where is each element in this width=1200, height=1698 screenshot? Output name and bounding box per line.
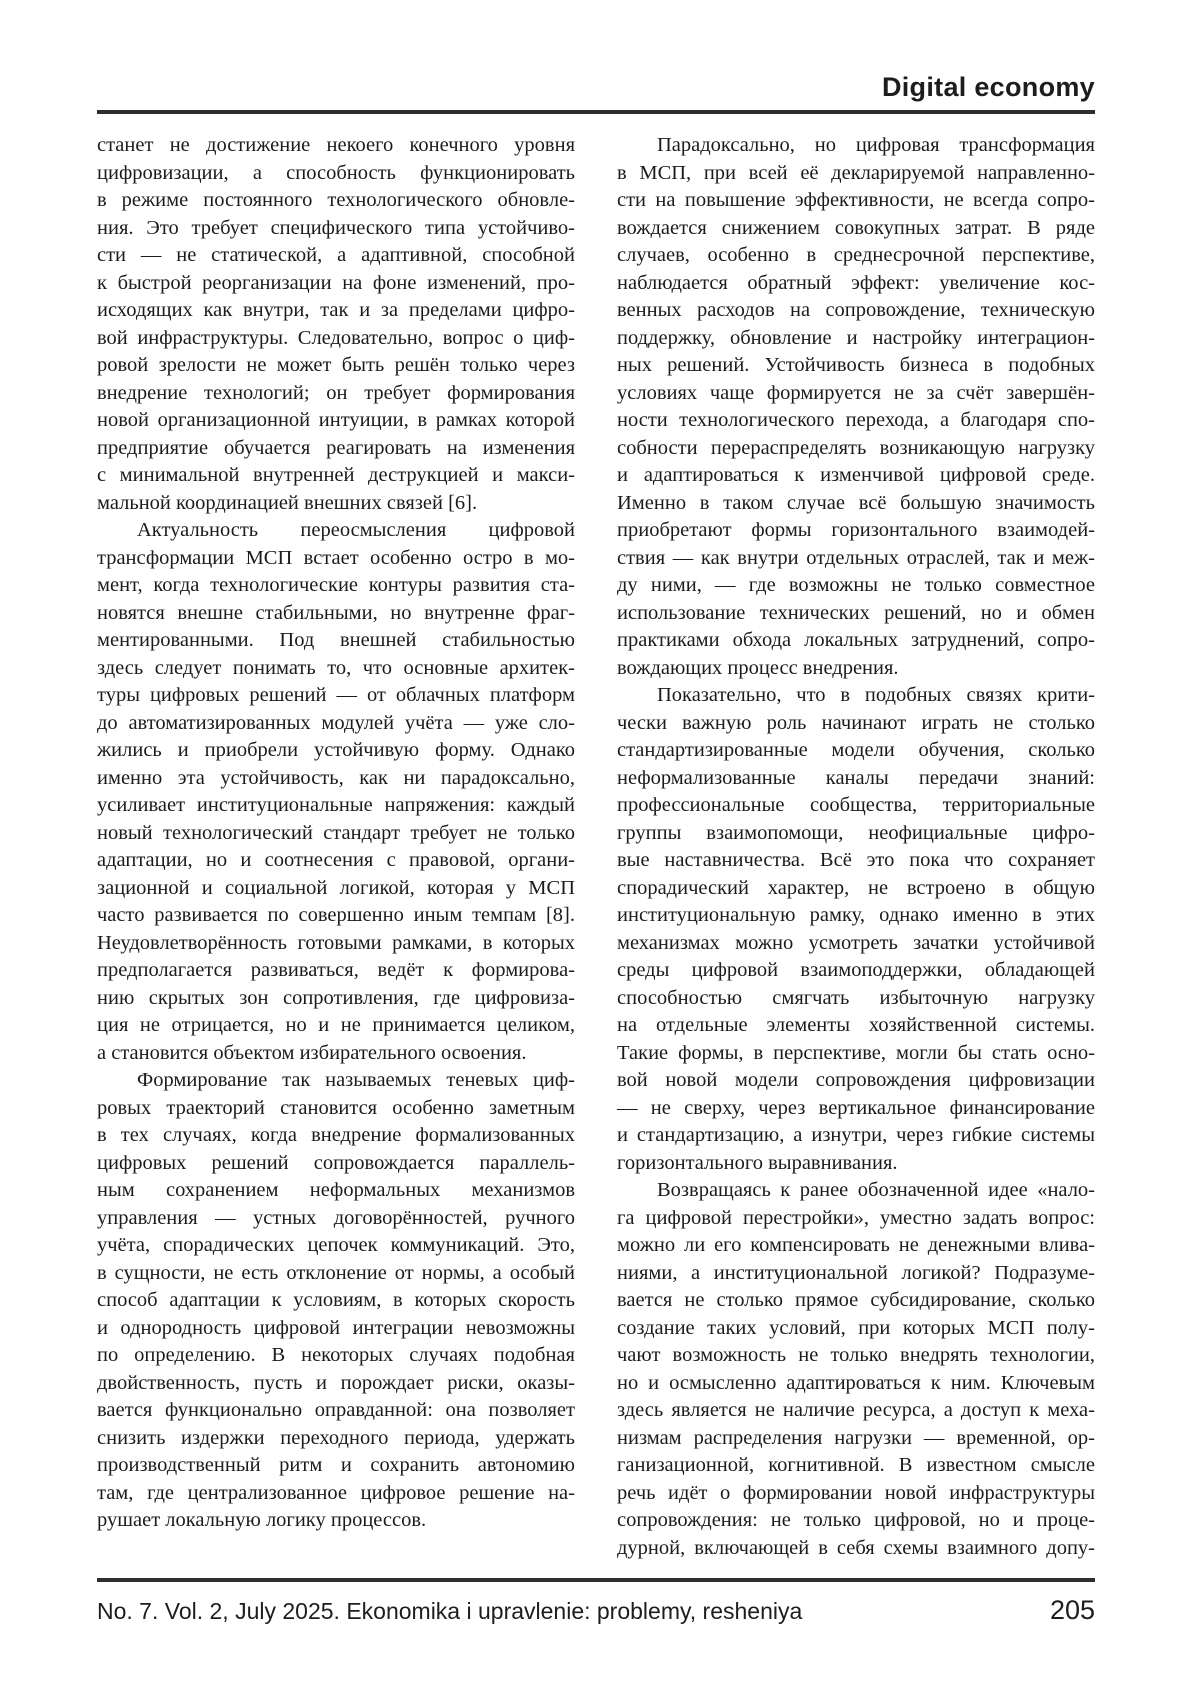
text-line: вается не столько прямое субсидирование, сколько (617, 1289, 1095, 1311)
text-line: до автоматизированных модулей учёта — уже сло- (97, 711, 575, 734)
text-line: ниями, а институциональной логикой? Подразуме- (617, 1261, 1095, 1284)
text-line: речь идёт о формировании новой инфраструктуры (617, 1481, 1095, 1504)
text-line: ция не отрицается, но и не принимается целиком, (97, 1014, 575, 1036)
text-line: механизмах можно усмотреть зачатки устойчивой (617, 931, 1095, 954)
text-line: вые наставничества. Всё это пока что сохраняет (617, 849, 1095, 871)
text-line: адаптации, но и соотнесения с правовой, органи- (97, 849, 575, 871)
text-line: учёта, спорадических цепочек коммуникаций. Это, (97, 1234, 575, 1256)
text-line: здесь является не наличие ресурса, а доступ к меха- (617, 1399, 1095, 1421)
text-line: именно эта устойчивость, как ни парадоксально, (97, 766, 575, 789)
text-line: га цифровой перестройки», уместно задать вопрос: (617, 1206, 1095, 1229)
text-line: условиях чаще формируется не за счёт завершён- (617, 381, 1095, 404)
journal-citation: No. 7. Vol. 2, July 2025. Ekonomika i upravlenie: problemy, resheniya (97, 1598, 803, 1624)
text-line: ния. Это требует специфического типа устойчиво- (97, 216, 575, 239)
text-line: новой организационной интуиции, в рамках которой (97, 409, 575, 431)
text-line: приобретают формы горизонтального взаимодей- (617, 519, 1095, 541)
text-line: исходящих как внутри, так и за пределами цифро- (97, 299, 575, 321)
text-line: поддержку, обновление и настройку интеграцион- (617, 326, 1095, 349)
paragraph (97, 517, 575, 1067)
text-line: вождается снижением совокупных затрат. В ряде (617, 216, 1095, 239)
text-line: в МСП, при всей её декларируемой направленно- (617, 161, 1095, 184)
text-line: Такие формы, в перспективе, могли бы стать осно- (617, 1041, 1095, 1064)
text-line: горизонтального выравнивания. (617, 1151, 898, 1174)
paragraph (617, 132, 1095, 682)
text-line: ности технологического перехода, а благодаря спо- (617, 409, 1095, 431)
text-line: вождающих процесс внедрения. (617, 656, 899, 679)
text-line: ровой зрелости не может быть решён только через (97, 354, 575, 376)
text-line: жились и приобрели устойчивую форму. Однако (97, 739, 575, 761)
text-line: снизить издержки переходного периода, удержать (97, 1426, 575, 1449)
text-line: создание таких условий, при которых МСП полу- (617, 1316, 1095, 1339)
text-line: Актуальность переосмысления цифровой (137, 519, 575, 541)
text-line: производственный ритм и сохранить автономию (97, 1454, 575, 1476)
text-line: группы взаимопомощи, неофициальные цифро- (617, 821, 1095, 844)
header-rule (97, 110, 1095, 114)
text-line: цифровых решений сопровождается параллель- (97, 1151, 575, 1174)
text-line: усиливает институциональные напряжения: каждый (97, 794, 575, 816)
text-line: чают возможность не только внедрять технологии, (617, 1344, 1095, 1366)
paragraph (97, 132, 575, 517)
text-line: ровых траекторий становится особенно заметным (97, 1096, 575, 1119)
text-line: способ адаптации к условиям, в которых скорость (97, 1289, 575, 1311)
text-line: по определению. В некоторых случаях подобная (97, 1344, 575, 1366)
text-line: Показательно, что в подобных связях крити- (657, 684, 1095, 706)
text-line: Неудовлетворённость готовыми рамками, в которых (97, 931, 575, 954)
text-line: институциональную рамку, однако именно в этих (617, 904, 1095, 926)
text-line: трансформации МСП встает особенно остро в мо- (97, 546, 575, 569)
text-line: ным сохранением неформальных механизмов (97, 1179, 575, 1201)
text-line: Возвращаясь к ранее обозначенной идее «нало- (657, 1179, 1095, 1201)
text-line: наблюдается обратный эффект: увеличение кос- (617, 271, 1095, 294)
text-line: двойственность, пусть и порождает риски, оказы- (97, 1371, 575, 1394)
text-line: часто развивается по совершенно иным темпам [8]. (97, 904, 575, 926)
text-line: ду ними, — где возможны не только совместное (617, 574, 1095, 596)
text-line: ментированными. Под внешней стабильностью (97, 629, 575, 651)
text-line: но и осмысленно адаптироваться к ним. Ключевым (617, 1371, 1095, 1394)
text-line: чески важную роль начинают играть не столько (617, 711, 1095, 734)
text-line: ных решений. Устойчивость бизнеса в подобных (617, 354, 1095, 376)
text-line: новятся внешне стабильными, но внутренне фраг- (97, 601, 575, 624)
right-text-column (617, 132, 1095, 1562)
footer-rule (97, 1578, 1095, 1582)
text-line: в режиме постоянного технологического обновле- (97, 189, 575, 211)
text-line: на отдельные элементы хозяйственной системы. (617, 1014, 1095, 1036)
text-line: мальной координацией внешних связей [6]. (97, 491, 478, 514)
text-line: Парадоксально, но цифровая трансформация (657, 134, 1095, 156)
text-line: неформализованные каналы передачи знаний: (617, 766, 1095, 789)
two-column-body (97, 132, 1095, 1562)
text-line: использование технических решений, но и обмен (617, 601, 1095, 624)
paragraph (617, 1177, 1095, 1562)
text-line: спорадический характер, не встроено в общую (617, 876, 1095, 899)
page-number: 205 (1049, 1595, 1095, 1625)
text-line: ганизационной, когнитивной. В известном смысле (617, 1454, 1095, 1476)
text-line: среды цифровой взаимоподдержки, обладающей (617, 959, 1095, 981)
page-header (97, 72, 1095, 114)
text-line: и однородность цифровой интеграции невозможны (97, 1316, 575, 1339)
text-line: Именно в таком случае всё большую значимость (617, 491, 1095, 514)
text-line: и адаптироваться к изменчивой цифровой среде. (617, 464, 1095, 486)
text-line: а становится объектом избирательного освоения. (97, 1041, 527, 1064)
text-line: нию скрытых зон сопротивления, где цифровиза- (97, 986, 575, 1009)
text-line: к быстрой реорганизации на фоне изменений, про- (97, 271, 575, 294)
text-line: и стандартизацию, а изнутри, через гибкие системы (617, 1124, 1095, 1146)
text-line: цифровизации, а способность функционировать (97, 161, 575, 184)
text-line: можно ли его компенсировать не денежными влива- (617, 1234, 1095, 1256)
text-line: сти на повышение эффективности, не всегда сопро- (617, 189, 1095, 211)
paragraph (617, 682, 1095, 1177)
text-line: низмам распределения нагрузки — временной, ор- (617, 1426, 1095, 1449)
text-line: здесь следует понимать то, что основные архитек- (97, 656, 575, 679)
text-line: мент, когда технологические контуры развития ста- (97, 574, 575, 596)
text-line: предполагается развиваться, ведёт к формирова- (97, 959, 575, 981)
text-line: способностью смягчать избыточную нагрузку (617, 986, 1095, 1009)
text-line: рушает локальную логику процессов. (97, 1509, 427, 1531)
page-footer (97, 1578, 1095, 1626)
text-line: внедрение технологий; он требует формирования (97, 381, 575, 404)
text-line: туры цифровых решений — от облачных платформ (97, 684, 575, 706)
paragraph (97, 1067, 575, 1535)
text-line: вой инфраструктуры. Следовательно, вопрос о циф- (97, 326, 575, 349)
text-line: предприятие обучается реагировать на изменения (97, 436, 575, 459)
text-line: собности перераспределять возникающую нагрузку (617, 436, 1095, 459)
text-line: ствия — как внутри отдельных отраслей, так и меж- (617, 546, 1095, 569)
text-line: — не сверху, через вертикальное финансирование (617, 1096, 1095, 1119)
running-head-title: Digital economy (881, 72, 1095, 102)
footer-row (97, 1595, 1095, 1626)
text-line: там, где централизованное цифровое решение на- (97, 1481, 575, 1504)
text-line: венных расходов на сопровождение, техническую (617, 299, 1095, 321)
left-text-column (97, 132, 575, 1562)
text-line: с минимальной внутренней деструкцией и макси- (97, 464, 575, 486)
text-line: станет не достижение некоего конечного уровня (97, 134, 575, 156)
text-line: стандартизированные модели обучения, сколько (617, 739, 1095, 761)
text-line: управления — устных договорённостей, ручного (97, 1206, 575, 1229)
text-line: случаев, особенно в среднесрочной перспективе, (617, 244, 1095, 266)
text-line: вается функционально оправданной: она позволяет (97, 1399, 575, 1421)
text-line: зационной и социальной логикой, которая у МСП (97, 876, 575, 899)
text-line: в сущности, не есть отклонение от нормы, а особый (97, 1261, 575, 1284)
text-line: сопровождения: не только цифровой, но и проце- (617, 1509, 1095, 1531)
text-line: вой новой модели сопровождения цифровизации (617, 1069, 1095, 1091)
text-line: Формирование так называемых теневых циф- (137, 1069, 575, 1091)
text-line: в тех случаях, когда внедрение формализованных (97, 1124, 575, 1146)
text-line: дурной, включающей в себя схемы взаимного допу- (617, 1536, 1095, 1559)
text-line: профессиональные сообщества, территориальные (617, 794, 1095, 816)
text-line: новый технологический стандарт требует не только (97, 821, 575, 844)
text-line: практиками обхода локальных затруднений, сопро- (617, 629, 1095, 651)
text-line: сти — не статической, а адаптивной, способной (97, 244, 575, 266)
